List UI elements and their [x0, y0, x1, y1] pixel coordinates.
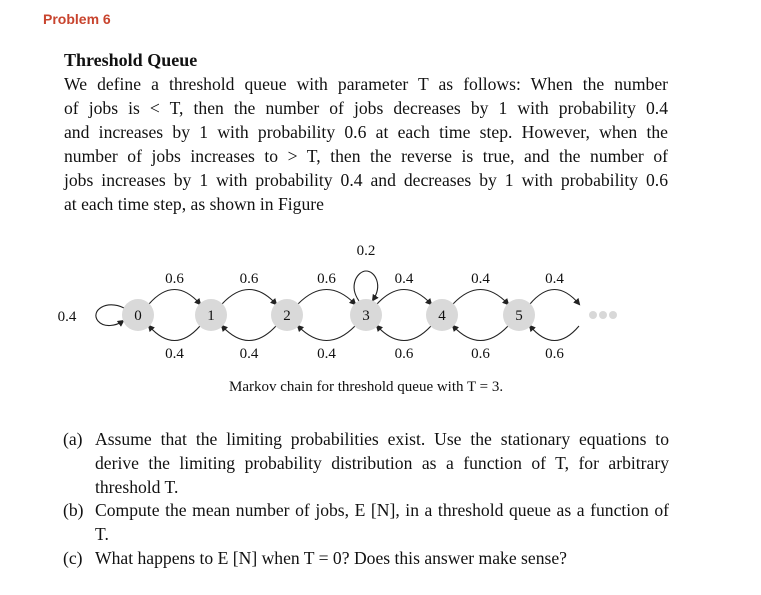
statement-line: at each time step, as shown in Figure [64, 193, 324, 214]
self-loop-probability-label: 0.2 [356, 243, 376, 259]
state-label: 1 [207, 308, 215, 324]
backward-transition-arrow [149, 326, 200, 341]
forward-transition-arrow [530, 290, 579, 305]
state-label: 3 [362, 308, 370, 324]
continuation-dots [589, 311, 617, 319]
question-item [63, 547, 669, 571]
statement-line: We define a threshold queue with parameter T as follows: When the number [64, 74, 668, 94]
forward-probability-label: 0.4 [545, 271, 564, 287]
statement-line: and increases by 1 with probability 0.6 at each time step. However, when the [64, 121, 668, 142]
forward-transition-arrow [453, 290, 508, 305]
question-text: What happens to E [N] when T = 0? Does this answer make sense? [95, 547, 567, 568]
state-label: 2 [283, 308, 291, 324]
self-loop-arrow [354, 271, 377, 301]
backward-probability-label: 0.4 [165, 346, 184, 362]
backward-transition-arrow [453, 326, 508, 341]
backward-probability-label: 0.6 [471, 346, 490, 362]
backward-probability-label: 0.6 [545, 346, 564, 362]
backward-transition-arrow [298, 326, 355, 341]
state-label: 5 [515, 308, 523, 324]
state-label: 4 [438, 308, 446, 324]
question-text: Assume that the limiting probabilities exist. Use the stationary equations to derive the limiting probability distribution as a function of T, for arbitrary threshold T. [95, 429, 669, 497]
forward-probability-label: 0.6 [239, 271, 259, 287]
questions-list [63, 428, 669, 571]
statement-line: jobs increases by 1 with probability 0.4 and decreases by 1 with probability 0.6 [64, 169, 668, 190]
backward-probability-label: 0.6 [394, 346, 414, 362]
backward-probability-label: 0.4 [317, 346, 336, 362]
state-label: 0 [134, 308, 142, 324]
forward-transition-arrow [222, 290, 276, 305]
forward-probability-label: 0.4 [471, 271, 490, 287]
question-label: (b) [63, 500, 84, 521]
question-text: Compute the mean number of jobs, E [N], in a threshold queue as a function of T. [95, 500, 669, 545]
question-label: (c) [63, 547, 83, 568]
backward-probability-label: 0.4 [239, 346, 259, 362]
backward-transition-arrow [222, 326, 276, 341]
self-loop-probability-label: 0.4 [57, 309, 77, 325]
forward-probability-label: 0.6 [317, 271, 336, 287]
question-item [63, 428, 669, 499]
statement-line: of jobs is < T, then the number of jobs decreases by 1 with probability 0.4 [64, 97, 668, 118]
statement-line: number of jobs increases to > T, then the reverse is true, and the number of [64, 145, 668, 166]
forward-transition-arrow [377, 290, 431, 305]
forward-probability-label: 0.6 [165, 271, 184, 287]
forward-transition-arrow [149, 290, 200, 305]
backward-transition-arrow [530, 326, 579, 341]
question-label: (a) [63, 429, 83, 449]
problem-label: Problem 6 [43, 11, 111, 27]
figure-caption: Markov chain for threshold queue with T = 3. [229, 379, 504, 395]
section-title: Threshold Queue [64, 50, 198, 70]
forward-probability-label: 0.4 [394, 271, 414, 287]
self-loop-arrow [96, 305, 124, 326]
question-item [63, 499, 669, 547]
forward-transition-arrow [298, 290, 355, 305]
backward-transition-arrow [377, 326, 431, 341]
